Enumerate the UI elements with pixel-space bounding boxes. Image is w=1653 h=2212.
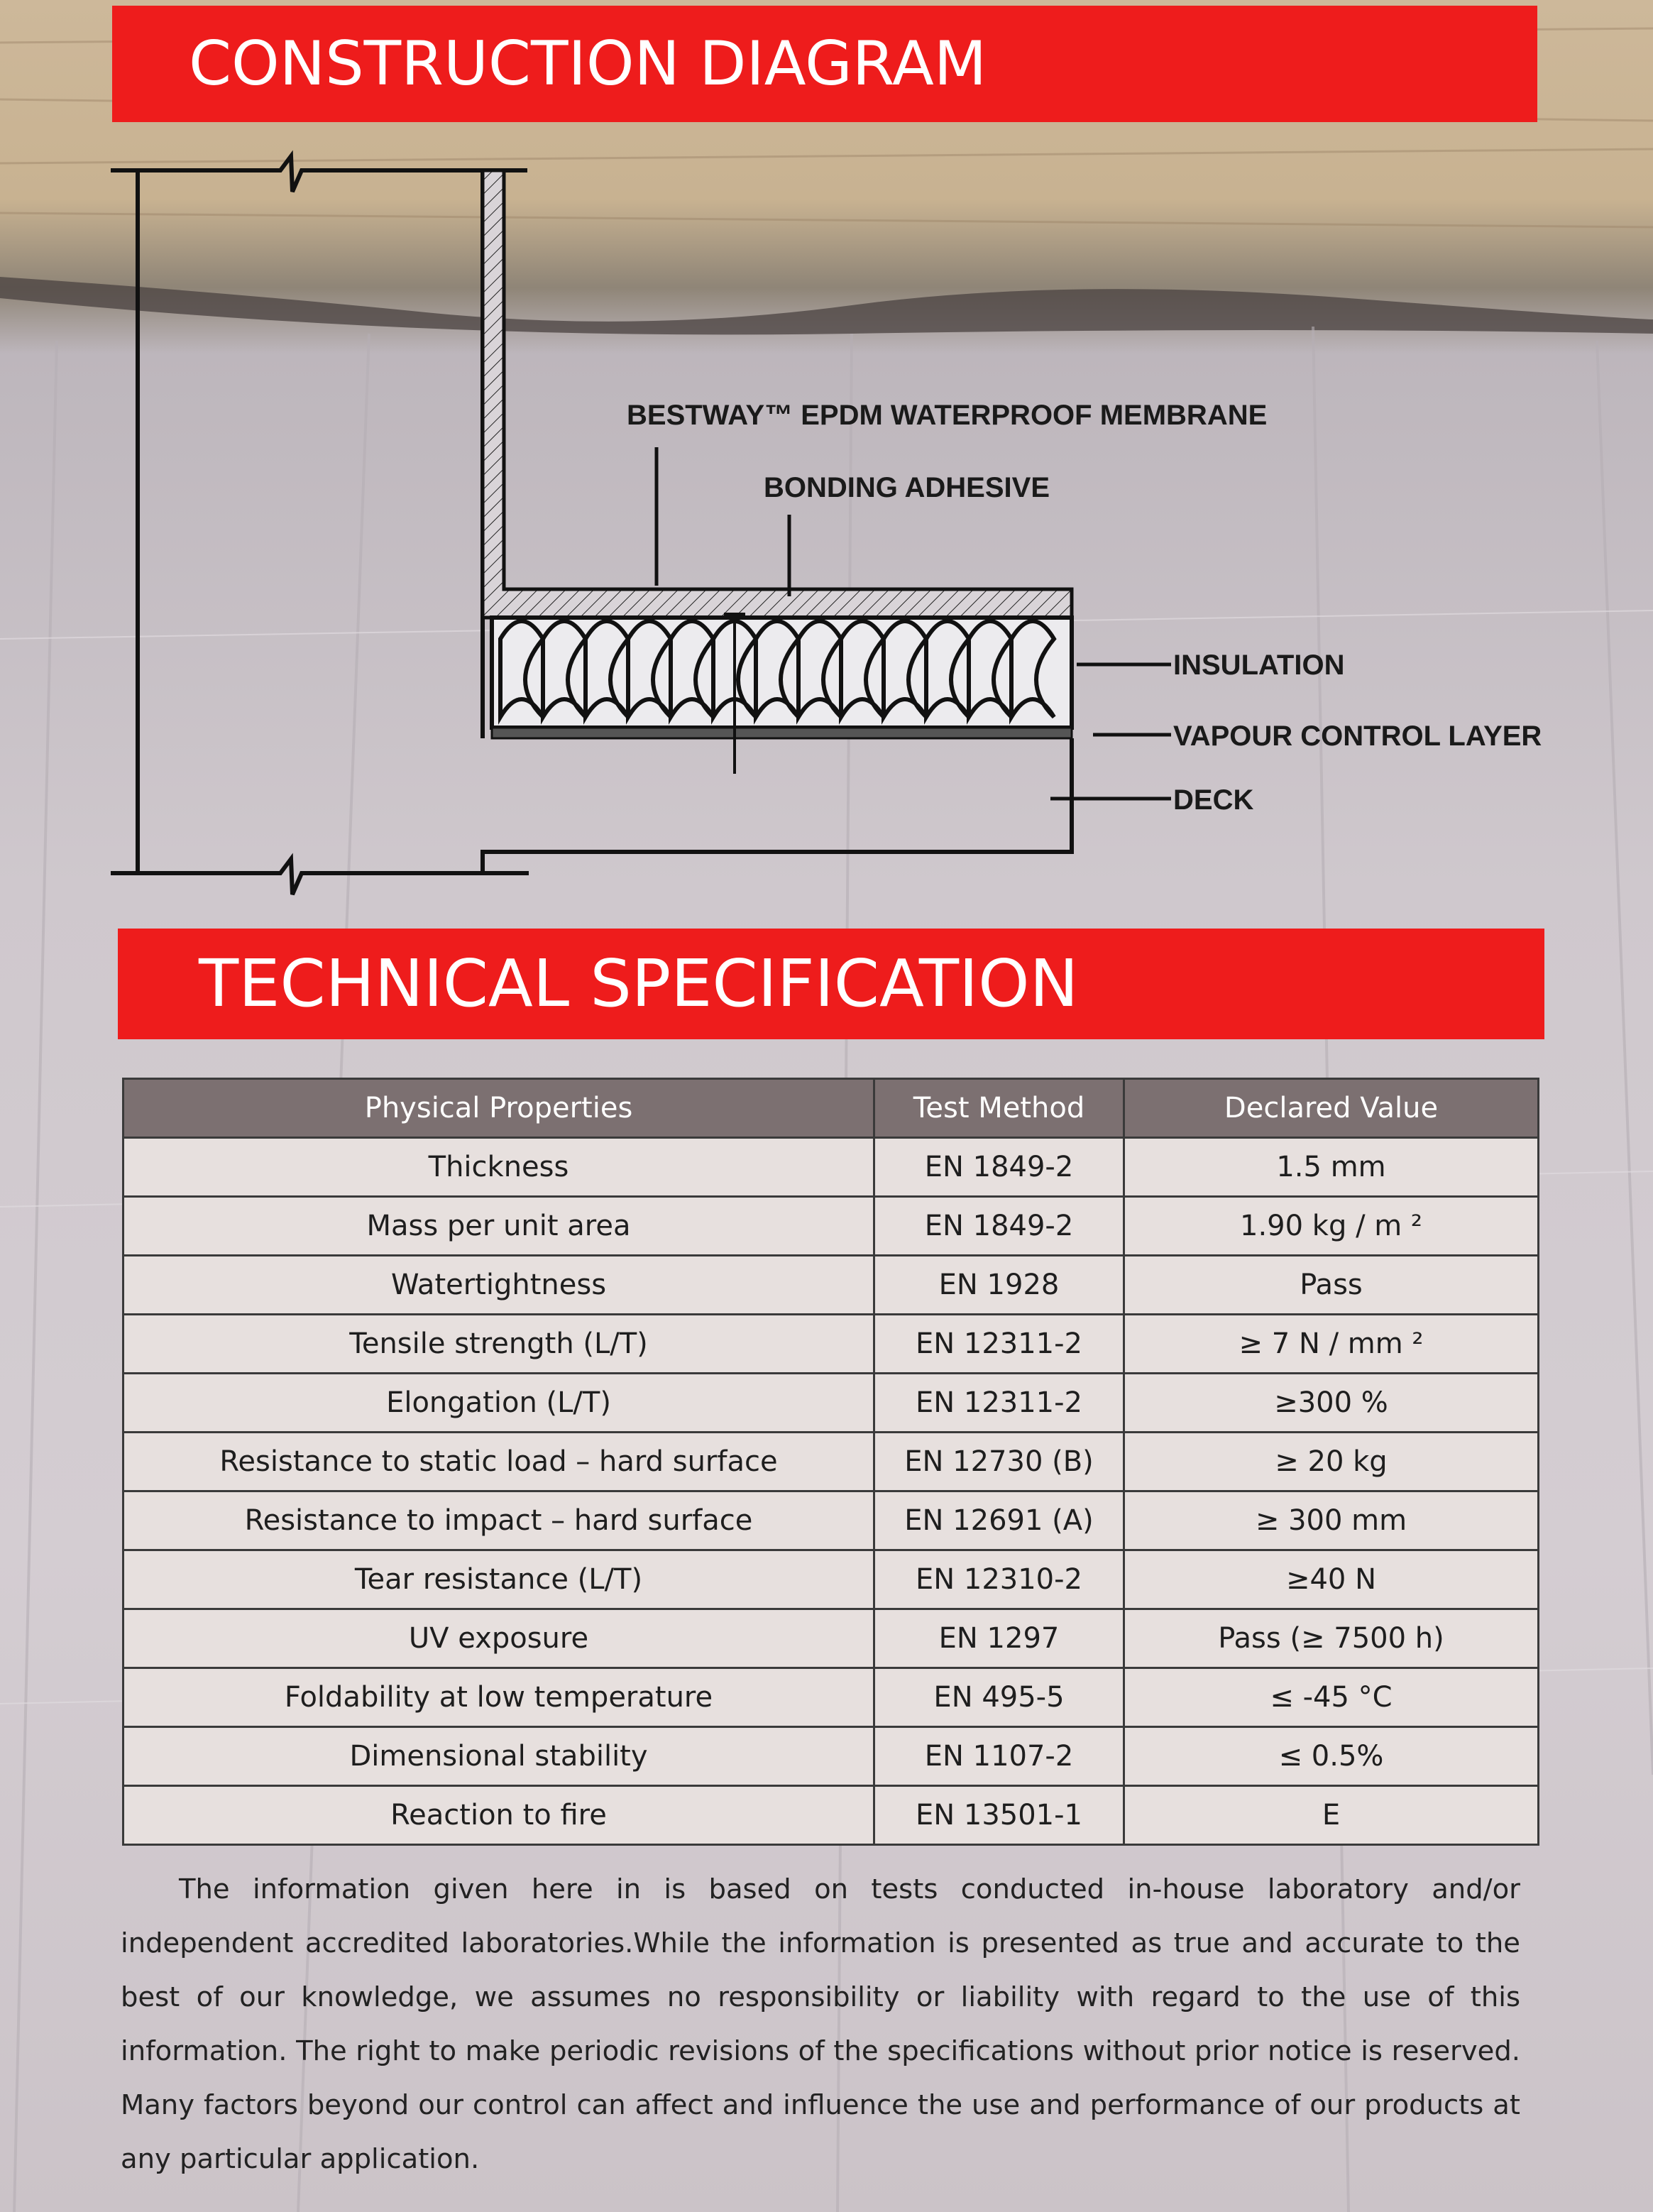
property-cell: Thickness <box>123 1138 874 1197</box>
label-adhesive: BONDING ADHESIVE <box>764 472 1050 503</box>
membrane-layer <box>483 170 1072 618</box>
table-row <box>123 1256 1539 1315</box>
method-cell: EN 12691 (A) <box>874 1491 1124 1550</box>
method-cell: EN 1849-2 <box>874 1138 1124 1197</box>
value-cell: ≥300 % <box>1124 1374 1539 1433</box>
value-cell: Pass (≥ 7500 h) <box>1124 1609 1539 1668</box>
property-cell: Foldability at low temperature <box>123 1668 874 1727</box>
header-test-method: Test Method <box>874 1079 1124 1138</box>
table-row <box>123 1491 1539 1550</box>
method-cell: EN 12310-2 <box>874 1550 1124 1609</box>
table-row <box>123 1138 1539 1197</box>
value-cell: ≤ 0.5% <box>1124 1727 1539 1786</box>
method-cell: EN 12311-2 <box>874 1315 1124 1374</box>
value-cell: ≥ 300 mm <box>1124 1491 1539 1550</box>
method-cell: EN 12730 (B) <box>874 1433 1124 1491</box>
value-cell: 1.90 kg / m ² <box>1124 1197 1539 1256</box>
construction-diagram-title: CONSTRUCTION DIAGRAM <box>112 6 1537 122</box>
insulation-layer <box>492 618 1072 728</box>
value-cell: ≥40 N <box>1124 1550 1539 1609</box>
value-cell: ≤ -45 °C <box>1124 1668 1539 1727</box>
construction-diagram <box>99 142 1590 902</box>
method-cell: EN 12311-2 <box>874 1374 1124 1433</box>
property-cell: UV exposure <box>123 1609 874 1668</box>
table-row <box>123 1374 1539 1433</box>
value-cell: ≥ 20 kg <box>1124 1433 1539 1491</box>
header-physical-properties: Physical Properties <box>123 1079 874 1138</box>
method-cell: EN 1928 <box>874 1256 1124 1315</box>
value-cell: E <box>1124 1786 1539 1845</box>
property-cell: Reaction to fire <box>123 1786 874 1845</box>
label-insulation: INSULATION <box>1173 650 1345 681</box>
property-cell: Dimensional stability <box>123 1727 874 1786</box>
value-cell: ≥ 7 N / mm ² <box>1124 1315 1539 1374</box>
table-row <box>123 1786 1539 1845</box>
value-cell: Pass <box>1124 1256 1539 1315</box>
property-cell: Tear resistance (L/T) <box>123 1550 874 1609</box>
table-row <box>123 1550 1539 1609</box>
method-cell: EN 1849-2 <box>874 1197 1124 1256</box>
property-cell: Elongation (L/T) <box>123 1374 874 1433</box>
property-cell: Tensile strength (L/T) <box>123 1315 874 1374</box>
table-row <box>123 1668 1539 1727</box>
property-cell: Resistance to static load – hard surface <box>123 1433 874 1491</box>
disclaimer-paragraph: The information given here in is based on tests conducted in-house laboratory and/or independent accredited laboratories.While the information is presented as true and accurate to the best of our knowledge, we assumes no responsibility or liability with regard to the use of this information. The right to make periodic revisions of the specifications without prior notice is reserved. Many factors beyond our control can affect and influence the use and performance of our products at any particular application. <box>121 1873 1520 2175</box>
property-cell: Mass per unit area <box>123 1197 874 1256</box>
value-cell: 1.5 mm <box>1124 1138 1539 1197</box>
table-row <box>123 1727 1539 1786</box>
table-header-row <box>123 1079 1539 1138</box>
method-cell: EN 495-5 <box>874 1668 1124 1727</box>
label-vapour: VAPOUR CONTROL LAYER <box>1173 721 1542 752</box>
vapour-control-layer <box>492 728 1072 738</box>
table-row <box>123 1609 1539 1668</box>
method-cell: EN 1297 <box>874 1609 1124 1668</box>
header-declared-value: Declared Value <box>1124 1079 1539 1138</box>
technical-specification-title: TECHNICAL SPECIFICATION <box>118 929 1544 1039</box>
label-deck: DECK <box>1173 784 1254 816</box>
property-cell: Watertightness <box>123 1256 874 1315</box>
table-row <box>123 1433 1539 1491</box>
table-row <box>123 1197 1539 1256</box>
wall <box>111 156 1072 894</box>
table-row <box>123 1315 1539 1374</box>
method-cell: EN 1107-2 <box>874 1727 1124 1786</box>
specification-table <box>122 1078 1539 1846</box>
method-cell: EN 13501-1 <box>874 1786 1124 1845</box>
property-cell: Resistance to impact – hard surface <box>123 1491 874 1550</box>
label-membrane: BESTWAY™ EPDM WATERPROOF MEMBRANE <box>627 400 1268 431</box>
